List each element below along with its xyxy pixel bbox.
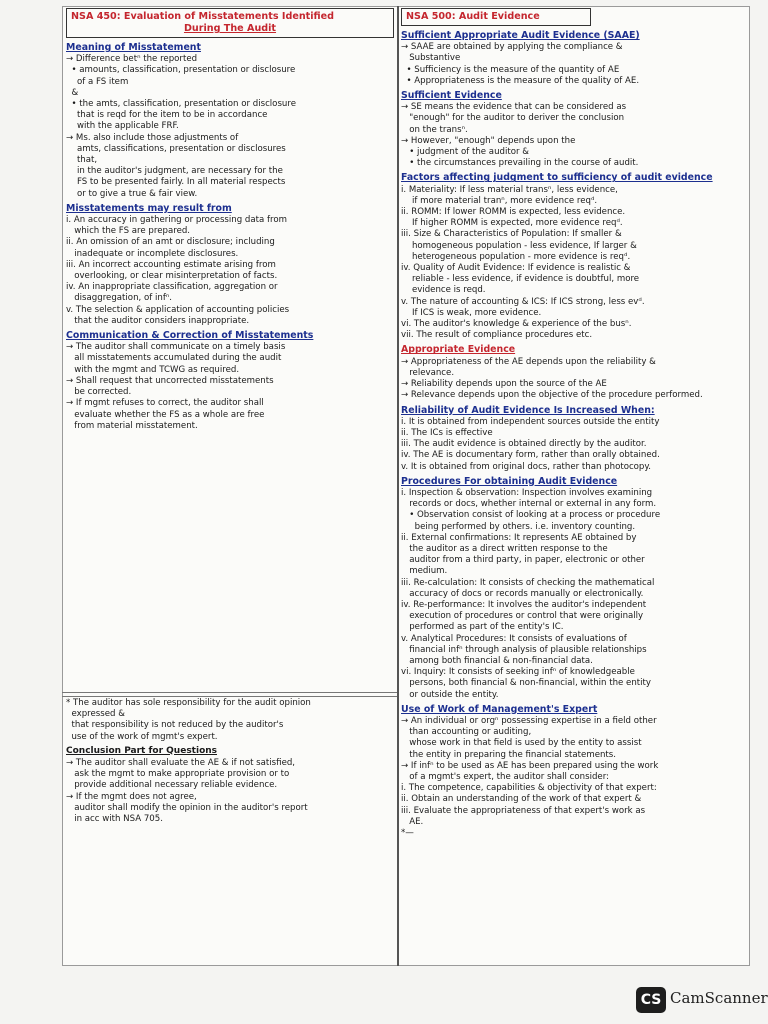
note-line: → Relevance depends upon the objective of the procedure performed. bbox=[401, 390, 703, 401]
note-line: → An individual or orgⁿ possessing expertise in a field other bbox=[401, 715, 657, 726]
left-title-line2: During The Audit bbox=[183, 23, 277, 34]
note-line: iii. Size & Characteristics of Population: If smaller & bbox=[401, 229, 622, 240]
right-column bbox=[401, 8, 747, 839]
note-line: v. The nature of accounting & ICS: If ICS strong, less evᵈ. bbox=[401, 296, 645, 307]
note-line: • amounts, classification, presentation or disclosure bbox=[66, 65, 296, 76]
note-line: → Difference betⁿ the reported bbox=[66, 54, 198, 65]
note-line: of a FS item bbox=[66, 76, 129, 87]
note-line: on the transⁿ. bbox=[401, 124, 468, 135]
note-line: homogeneous population - less evidence, If larger & bbox=[401, 240, 637, 251]
note-line: in the auditor's judgment, are necessary for the bbox=[66, 166, 283, 177]
left-title bbox=[66, 8, 394, 38]
note-line: → If mgmt refuses to correct, the auditor shall bbox=[66, 398, 264, 409]
note-line: → If infⁿ to be used as AE has been prepared using the work bbox=[401, 760, 659, 771]
left-bottom-column bbox=[66, 698, 394, 825]
note-line: or outside the entity. bbox=[401, 689, 499, 700]
note-line: records or docs, whether internal or external in any form. bbox=[401, 499, 657, 510]
note-line: AE. bbox=[401, 816, 424, 827]
note-line: → Appropriateness of the AE depends upon the reliability & bbox=[401, 356, 656, 367]
note-line: whose work in that field is used by the entity to assist bbox=[401, 738, 642, 749]
note-line: ii. The ICs is effective bbox=[401, 427, 493, 438]
note-line: ask the mgmt to make appropriate provision or to bbox=[66, 769, 290, 780]
note-line: that the auditor considers inappropriate. bbox=[66, 315, 250, 326]
section-heading: Communication & Correction of Misstatements bbox=[66, 330, 314, 342]
camscanner-label: CamScanner bbox=[670, 989, 768, 1007]
note-line: i. It is obtained from independent sources outside the entity bbox=[401, 416, 660, 427]
note-line: expressed & bbox=[66, 709, 125, 720]
note-line: persons, both financial & non-financial, within the entity bbox=[401, 678, 651, 689]
right-title-text: NSA 500: Audit Evidence bbox=[406, 11, 540, 22]
left-bottom-notes bbox=[66, 698, 394, 743]
note-line: performed as part of the entity's IC. bbox=[401, 622, 564, 633]
section-heading: Factors affecting judgment to sufficiency of audit evidence bbox=[401, 172, 713, 184]
section-divider bbox=[62, 692, 397, 693]
note-line: → Shall request that uncorrected misstatements bbox=[66, 375, 274, 386]
note-line: • the amts, classification, presentation or disclosure bbox=[66, 99, 296, 110]
note-line: than accounting or auditing, bbox=[401, 727, 532, 738]
note-line: of a mgmt's expert, the auditor shall consider: bbox=[401, 772, 609, 782]
note-line: ii. Obtain an understanding of the work of that expert & bbox=[401, 794, 642, 805]
note-line: • Sufficiency is the measure of the quantity of AE bbox=[401, 64, 620, 75]
note-line: be corrected. bbox=[66, 387, 132, 398]
note-line: the entity in preparing the financial statements. bbox=[401, 749, 617, 760]
note-line: → If the mgmt does not agree, bbox=[66, 791, 197, 802]
conclusion-heading: Conclusion Part for Questions bbox=[66, 745, 218, 756]
note-line: auditor shall modify the opinion in the auditor's report bbox=[66, 802, 308, 813]
note-line: → Ms. also include those adjustments of bbox=[66, 132, 239, 143]
note-line: iv. Re-performance: It involves the auditor's independent bbox=[401, 599, 647, 610]
note-line: evaluate whether the FS as a whole are free bbox=[66, 409, 265, 420]
section-divider bbox=[62, 696, 397, 697]
note-line: i. An accuracy in gathering or processing data from bbox=[66, 215, 288, 226]
note-line: with the mgmt and TCWG as required. bbox=[66, 364, 240, 375]
note-line: amts, classifications, presentation or disclosures bbox=[66, 143, 286, 154]
note-line: or to give a true & fair view. bbox=[66, 188, 198, 199]
note-line: inadequate or incomplete disclosures. bbox=[66, 248, 239, 259]
section-heading: Misstatements may result from bbox=[66, 202, 232, 214]
note-line: Substantive bbox=[401, 53, 461, 64]
section-heading: Sufficient Evidence bbox=[401, 90, 502, 102]
section-heading: Meaning of Misstatement bbox=[66, 42, 201, 53]
note-line: from material misstatement. bbox=[66, 420, 198, 431]
note-line: → SE means the evidence that can be considered as bbox=[401, 102, 627, 113]
note-line: iv. The AE is documentary form, rather than orally obtained. bbox=[401, 450, 660, 461]
note-line: all misstatements accumulated during the audit bbox=[66, 353, 282, 364]
left-title-line1: NSA 450: Evaluation of Misstatements Identified bbox=[71, 11, 335, 22]
note-line: execution of procedures or control that were originally bbox=[401, 611, 644, 622]
section-heading: Procedures For obtaining Audit Evidence bbox=[401, 475, 618, 487]
note-line: financial infⁿ through analysis of plausible relationships bbox=[401, 644, 647, 655]
section-heading: Use of Work of Management's Expert bbox=[401, 703, 598, 715]
note-line: v. The selection & application of accounting policies bbox=[66, 304, 290, 315]
note-line: in acc with NSA 705. bbox=[66, 814, 163, 825]
note-line: FS to be presented fairly. In all material respects bbox=[66, 177, 286, 188]
note-line: v. Analytical Procedures: It consists of evaluations of bbox=[401, 633, 627, 644]
left-sections bbox=[66, 42, 394, 432]
note-line: i. Inspection & observation: Inspection involves examining bbox=[401, 487, 653, 498]
column-divider bbox=[397, 6, 399, 966]
note-line: • Appropriateness is the measure of the quality of AE. bbox=[401, 75, 640, 86]
note-line: → The auditor shall communicate on a timely basis bbox=[66, 342, 286, 353]
note-line: that is reqd for the item to be in accordance bbox=[66, 110, 268, 121]
note-line: overlooking, or clear misinterpretation of facts. bbox=[66, 271, 278, 282]
note-line: ii. ROMM: If lower ROMM is expected, less evidence. bbox=[401, 207, 626, 218]
note-line: iv. Quality of Audit Evidence: If evidence is realistic & bbox=[401, 263, 631, 274]
note-line: vi. The auditor's knowledge & experience of the busⁿ. bbox=[401, 319, 632, 330]
note-line: which the FS are prepared. bbox=[66, 226, 191, 237]
left-column bbox=[66, 8, 394, 432]
note-line: • judgment of the auditor & bbox=[401, 147, 529, 158]
note-line: medium. bbox=[401, 566, 448, 577]
note-line: auditor from a third party, in paper, electronic or other bbox=[401, 555, 645, 566]
note-line: ii. External confirmations: It represents AE obtained by bbox=[401, 532, 637, 543]
left-bottom-conclusion bbox=[66, 758, 394, 825]
note-line: → The auditor shall evaluate the AE & if not satisfied, bbox=[66, 758, 296, 769]
note-line: being performed by others. i.e. inventory counting. bbox=[401, 521, 636, 532]
section-heading: Appropriate Evidence bbox=[401, 344, 516, 356]
right-title bbox=[401, 8, 591, 26]
note-line: with the applicable FRF. bbox=[66, 121, 179, 132]
note-line: use of the work of mgmt's expert. bbox=[66, 731, 218, 742]
note-line: If higher ROMM is expected, more evidence reqᵈ. bbox=[401, 218, 623, 229]
note-line: & bbox=[66, 87, 79, 98]
note-line: iii. Evaluate the appropriateness of that expert's work as bbox=[401, 805, 646, 816]
note-line: among both financial & non-financial data. bbox=[401, 655, 593, 666]
note-line: • the circumstances prevailing in the course of audit. bbox=[401, 158, 639, 169]
note-line: v. It is obtained from original docs, rather than photocopy. bbox=[401, 461, 651, 472]
note-line: iii. An incorrect accounting estimate arising from bbox=[66, 259, 276, 270]
note-line: if more material tranⁿ, more evidence reqᵈ. bbox=[401, 195, 598, 206]
note-line: ii. An omission of an amt or disclosure; including bbox=[66, 237, 275, 248]
note-line: *— bbox=[401, 828, 414, 839]
note-line: i. Materiality: If less material transⁿ, less evidence, bbox=[401, 184, 618, 195]
note-line: provide additional necessary reliable evidence. bbox=[66, 780, 278, 791]
note-line: → Reliability depends upon the source of the AE bbox=[401, 379, 607, 390]
note-line: → However, "enough" depends upon the bbox=[401, 135, 576, 146]
note-line: * The auditor has sole responsibility for the audit opinion bbox=[66, 698, 311, 708]
note-line: iv. An inappropriate classification, aggregation or bbox=[66, 282, 278, 293]
note-line: the auditor as a direct written response to the bbox=[401, 543, 608, 554]
note-line: "enough" for the auditor to deriver the conclusion bbox=[401, 113, 625, 124]
section-heading: Sufficient Appropriate Audit Evidence (SAAE) bbox=[401, 30, 640, 41]
note-line: iii. Re-calculation: It consists of checking the mathematical bbox=[401, 577, 655, 588]
note-line: reliable - less evidence, if evidence is doubtful, more bbox=[401, 274, 640, 285]
camscanner-logo: CS bbox=[636, 987, 666, 1013]
note-line: that, bbox=[66, 155, 98, 166]
note-line: disaggregation, of infⁿ. bbox=[66, 293, 173, 304]
note-line: heterogeneous population - more evidence is reqᵈ. bbox=[401, 251, 631, 262]
note-line: accuracy of docs or records manually or electronically. bbox=[401, 588, 644, 599]
note-line: • Observation consist of looking at a process or procedure bbox=[401, 510, 661, 521]
note-line: If ICS is weak, more evidence. bbox=[401, 307, 542, 318]
note-line: that responsibility is not reduced by the auditor's bbox=[66, 720, 284, 731]
note-line: vi. Inquiry: It consists of seeking infⁿ of knowledgeable bbox=[401, 667, 635, 678]
note-line: evidence is reqd. bbox=[401, 285, 486, 296]
right-sections bbox=[401, 30, 747, 839]
section-heading: Reliability of Audit Evidence Is Increased When: bbox=[401, 404, 655, 416]
note-line: → SAAE are obtained by applying the compliance & bbox=[401, 42, 623, 53]
note-line: vii. The result of compliance procedures etc. bbox=[401, 330, 593, 341]
note-line: i. The competence, capabilities & objectivity of that expert: bbox=[401, 783, 657, 794]
note-line: relevance. bbox=[401, 367, 455, 378]
note-line: iii. The audit evidence is obtained directly by the auditor. bbox=[401, 439, 647, 450]
